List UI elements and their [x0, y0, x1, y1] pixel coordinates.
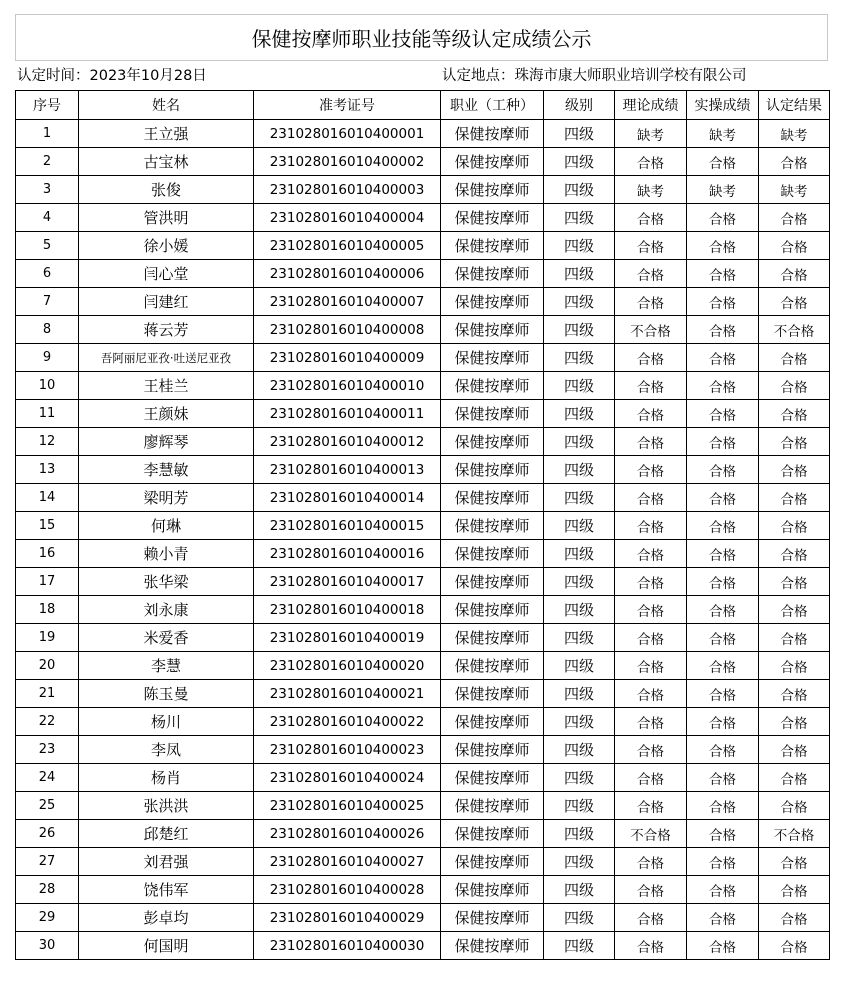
cell-occupation: 保健按摩师	[441, 316, 544, 344]
cell-result: 合格	[759, 736, 830, 764]
cell-occupation: 保健按摩师	[441, 596, 544, 624]
cell-theory-score: 不合格	[615, 316, 687, 344]
cell-ticket-number: 231028016010400029	[254, 904, 441, 932]
cell-result: 合格	[759, 652, 830, 680]
cell-practical-score: 合格	[687, 792, 759, 820]
cell-result: 合格	[759, 540, 830, 568]
cell-theory-score: 合格	[615, 596, 687, 624]
cell-name: 何琳	[79, 512, 254, 540]
cell-ticket-number: 231028016010400003	[254, 176, 441, 204]
cell-practical-score: 合格	[687, 512, 759, 540]
cell-occupation: 保健按摩师	[441, 120, 544, 148]
cell-theory-score: 合格	[615, 932, 687, 960]
cell-result: 缺考	[759, 120, 830, 148]
table-row	[16, 680, 830, 708]
table-row	[16, 624, 830, 652]
cell-result: 合格	[759, 344, 830, 372]
table-row	[16, 540, 830, 568]
table-row	[16, 820, 830, 848]
cell-result: 缺考	[759, 176, 830, 204]
cell-occupation: 保健按摩师	[441, 344, 544, 372]
cell-occupation: 保健按摩师	[441, 288, 544, 316]
cell-result: 合格	[759, 568, 830, 596]
cell-occupation: 保健按摩师	[441, 372, 544, 400]
cell-serial: 19	[16, 624, 79, 652]
cell-theory-score: 合格	[615, 708, 687, 736]
cell-level: 四级	[544, 708, 615, 736]
header-result: 认定结果	[759, 91, 830, 120]
cell-ticket-number: 231028016010400015	[254, 512, 441, 540]
cell-theory-score: 合格	[615, 400, 687, 428]
cell-ticket-number: 231028016010400028	[254, 876, 441, 904]
cell-theory-score: 合格	[615, 624, 687, 652]
cell-ticket-number: 231028016010400030	[254, 932, 441, 960]
cell-practical-score: 合格	[687, 148, 759, 176]
table-row	[16, 792, 830, 820]
cell-level: 四级	[544, 176, 615, 204]
cell-serial: 9	[16, 344, 79, 372]
cell-practical-score: 合格	[687, 288, 759, 316]
cell-practical-score: 合格	[687, 204, 759, 232]
cell-occupation: 保健按摩师	[441, 568, 544, 596]
cell-level: 四级	[544, 428, 615, 456]
cell-ticket-number: 231028016010400007	[254, 288, 441, 316]
cell-result: 合格	[759, 764, 830, 792]
cell-theory-score: 合格	[615, 288, 687, 316]
cell-level: 四级	[544, 512, 615, 540]
table-row	[16, 708, 830, 736]
cell-theory-score: 缺考	[615, 176, 687, 204]
cell-theory-score: 合格	[615, 372, 687, 400]
cell-result: 合格	[759, 260, 830, 288]
cell-occupation: 保健按摩师	[441, 400, 544, 428]
table-row	[16, 848, 830, 876]
cell-serial: 29	[16, 904, 79, 932]
cell-level: 四级	[544, 120, 615, 148]
table-row	[16, 512, 830, 540]
header-level: 级别	[544, 91, 615, 120]
cell-ticket-number: 231028016010400024	[254, 764, 441, 792]
cell-result: 合格	[759, 400, 830, 428]
table-header-row	[16, 91, 830, 120]
cell-ticket-number: 231028016010400001	[254, 120, 441, 148]
table-row	[16, 652, 830, 680]
cell-serial: 5	[16, 232, 79, 260]
cell-practical-score: 合格	[687, 344, 759, 372]
cell-result: 合格	[759, 148, 830, 176]
cell-serial: 14	[16, 484, 79, 512]
cell-ticket-number: 231028016010400006	[254, 260, 441, 288]
header-ticket-number: 准考证号	[254, 91, 441, 120]
cell-ticket-number: 231028016010400017	[254, 568, 441, 596]
header-serial: 序号	[16, 91, 79, 120]
header-theory-score: 理论成绩	[615, 91, 687, 120]
cell-ticket-number: 231028016010400004	[254, 204, 441, 232]
cell-practical-score: 缺考	[687, 120, 759, 148]
cell-level: 四级	[544, 260, 615, 288]
cell-serial: 25	[16, 792, 79, 820]
certification-location: 认定地点：珠海市康大师职业培训学校有限公司	[442, 68, 747, 84]
cell-ticket-number: 231028016010400014	[254, 484, 441, 512]
cell-theory-score: 缺考	[615, 120, 687, 148]
cell-occupation: 保健按摩师	[441, 736, 544, 764]
cell-practical-score: 合格	[687, 484, 759, 512]
cell-serial: 6	[16, 260, 79, 288]
cell-level: 四级	[544, 904, 615, 932]
cell-occupation: 保健按摩师	[441, 708, 544, 736]
cell-practical-score: 合格	[687, 624, 759, 652]
cell-practical-score: 缺考	[687, 176, 759, 204]
cell-level: 四级	[544, 484, 615, 512]
table-row	[16, 932, 830, 960]
table-row	[16, 456, 830, 484]
cell-theory-score: 合格	[615, 428, 687, 456]
cell-level: 四级	[544, 932, 615, 960]
cell-ticket-number: 231028016010400021	[254, 680, 441, 708]
cell-practical-score: 合格	[687, 680, 759, 708]
cell-serial: 15	[16, 512, 79, 540]
cell-ticket-number: 231028016010400002	[254, 148, 441, 176]
cell-practical-score: 合格	[687, 400, 759, 428]
cell-level: 四级	[544, 288, 615, 316]
cell-result: 合格	[759, 372, 830, 400]
cell-theory-score: 合格	[615, 792, 687, 820]
cell-name: 廖辉琴	[79, 428, 254, 456]
cell-level: 四级	[544, 148, 615, 176]
cell-level: 四级	[544, 764, 615, 792]
page-title: 保健按摩师职业技能等级认定成绩公示	[15, 14, 828, 61]
cell-serial: 30	[16, 932, 79, 960]
cell-occupation: 保健按摩师	[441, 904, 544, 932]
cell-theory-score: 合格	[615, 204, 687, 232]
table-row	[16, 176, 830, 204]
cell-result: 不合格	[759, 316, 830, 344]
cell-level: 四级	[544, 876, 615, 904]
cell-practical-score: 合格	[687, 372, 759, 400]
cell-result: 合格	[759, 484, 830, 512]
cell-serial: 27	[16, 848, 79, 876]
cell-practical-score: 合格	[687, 708, 759, 736]
table-row	[16, 764, 830, 792]
cell-theory-score: 合格	[615, 848, 687, 876]
table-row	[16, 568, 830, 596]
cell-level: 四级	[544, 848, 615, 876]
table-row	[16, 148, 830, 176]
cell-ticket-number: 231028016010400020	[254, 652, 441, 680]
cell-practical-score: 合格	[687, 428, 759, 456]
table-body	[16, 120, 830, 960]
cell-practical-score: 合格	[687, 904, 759, 932]
cell-occupation: 保健按摩师	[441, 232, 544, 260]
cell-serial: 17	[16, 568, 79, 596]
cell-result: 合格	[759, 512, 830, 540]
cell-occupation: 保健按摩师	[441, 820, 544, 848]
cell-theory-score: 合格	[615, 344, 687, 372]
cell-occupation: 保健按摩师	[441, 484, 544, 512]
cell-serial: 18	[16, 596, 79, 624]
cell-level: 四级	[544, 820, 615, 848]
cell-practical-score: 合格	[687, 848, 759, 876]
cell-level: 四级	[544, 232, 615, 260]
header-occupation: 职业（工种）	[441, 91, 544, 120]
table-row	[16, 876, 830, 904]
cell-serial: 4	[16, 204, 79, 232]
cell-serial: 3	[16, 176, 79, 204]
cell-ticket-number: 231028016010400025	[254, 792, 441, 820]
cell-level: 四级	[544, 568, 615, 596]
cell-name: 古宝林	[79, 148, 254, 176]
cell-result: 不合格	[759, 820, 830, 848]
cell-name: 管洪明	[79, 204, 254, 232]
cell-serial: 13	[16, 456, 79, 484]
cell-name: 米爱香	[79, 624, 254, 652]
cell-practical-score: 合格	[687, 540, 759, 568]
cell-result: 合格	[759, 792, 830, 820]
cell-name: 刘君强	[79, 848, 254, 876]
cell-practical-score: 合格	[687, 652, 759, 680]
cell-serial: 1	[16, 120, 79, 148]
cell-name: 吾阿丽尼亚孜·吐送尼亚孜	[79, 344, 254, 372]
cell-result: 合格	[759, 624, 830, 652]
table-row	[16, 484, 830, 512]
cell-name: 张俊	[79, 176, 254, 204]
cell-result: 合格	[759, 204, 830, 232]
cell-ticket-number: 231028016010400008	[254, 316, 441, 344]
cell-occupation: 保健按摩师	[441, 456, 544, 484]
cell-level: 四级	[544, 344, 615, 372]
cell-serial: 20	[16, 652, 79, 680]
cell-name: 闫心堂	[79, 260, 254, 288]
cell-level: 四级	[544, 652, 615, 680]
cell-occupation: 保健按摩师	[441, 624, 544, 652]
cell-name: 赖小青	[79, 540, 254, 568]
cell-practical-score: 合格	[687, 456, 759, 484]
cell-ticket-number: 231028016010400005	[254, 232, 441, 260]
cell-level: 四级	[544, 540, 615, 568]
cell-name: 饶伟军	[79, 876, 254, 904]
cell-practical-score: 合格	[687, 568, 759, 596]
cell-practical-score: 合格	[687, 820, 759, 848]
cell-result: 合格	[759, 232, 830, 260]
cell-practical-score: 合格	[687, 260, 759, 288]
cell-ticket-number: 231028016010400027	[254, 848, 441, 876]
cell-name: 蒋云芳	[79, 316, 254, 344]
cell-occupation: 保健按摩师	[441, 512, 544, 540]
cell-practical-score: 合格	[687, 764, 759, 792]
table-row	[16, 316, 830, 344]
cell-result: 合格	[759, 904, 830, 932]
cell-level: 四级	[544, 792, 615, 820]
cell-ticket-number: 231028016010400019	[254, 624, 441, 652]
cell-level: 四级	[544, 624, 615, 652]
cell-theory-score: 不合格	[615, 820, 687, 848]
cell-theory-score: 合格	[615, 484, 687, 512]
cell-serial: 10	[16, 372, 79, 400]
cell-practical-score: 合格	[687, 232, 759, 260]
cell-result: 合格	[759, 596, 830, 624]
cell-occupation: 保健按摩师	[441, 680, 544, 708]
cell-serial: 24	[16, 764, 79, 792]
cell-serial: 22	[16, 708, 79, 736]
cell-occupation: 保健按摩师	[441, 204, 544, 232]
cell-level: 四级	[544, 680, 615, 708]
table-row	[16, 904, 830, 932]
cell-serial: 8	[16, 316, 79, 344]
cell-occupation: 保健按摩师	[441, 148, 544, 176]
cell-serial: 23	[16, 736, 79, 764]
header-name: 姓名	[79, 91, 254, 120]
cell-name: 何国明	[79, 932, 254, 960]
cell-serial: 7	[16, 288, 79, 316]
header-practical-score: 实操成绩	[687, 91, 759, 120]
cell-level: 四级	[544, 456, 615, 484]
cell-practical-score: 合格	[687, 736, 759, 764]
cell-result: 合格	[759, 848, 830, 876]
table-row	[16, 428, 830, 456]
cell-practical-score: 合格	[687, 932, 759, 960]
cell-level: 四级	[544, 596, 615, 624]
cell-result: 合格	[759, 428, 830, 456]
cell-ticket-number: 231028016010400011	[254, 400, 441, 428]
cell-name: 杨川	[79, 708, 254, 736]
cell-name: 王桂兰	[79, 372, 254, 400]
cell-result: 合格	[759, 680, 830, 708]
table-row	[16, 232, 830, 260]
cell-name: 杨肖	[79, 764, 254, 792]
cell-ticket-number: 231028016010400022	[254, 708, 441, 736]
cell-theory-score: 合格	[615, 232, 687, 260]
cell-serial: 2	[16, 148, 79, 176]
cell-theory-score: 合格	[615, 512, 687, 540]
cell-occupation: 保健按摩师	[441, 652, 544, 680]
cell-serial: 16	[16, 540, 79, 568]
cell-occupation: 保健按摩师	[441, 540, 544, 568]
cell-name: 闫建红	[79, 288, 254, 316]
cell-name: 彭卓均	[79, 904, 254, 932]
cell-practical-score: 合格	[687, 876, 759, 904]
cell-ticket-number: 231028016010400013	[254, 456, 441, 484]
cell-theory-score: 合格	[615, 652, 687, 680]
table-row	[16, 596, 830, 624]
cell-theory-score: 合格	[615, 456, 687, 484]
cell-result: 合格	[759, 288, 830, 316]
cell-serial: 28	[16, 876, 79, 904]
cell-serial: 26	[16, 820, 79, 848]
cell-occupation: 保健按摩师	[441, 848, 544, 876]
cell-theory-score: 合格	[615, 568, 687, 596]
cell-ticket-number: 231028016010400016	[254, 540, 441, 568]
table-row	[16, 344, 830, 372]
cell-level: 四级	[544, 736, 615, 764]
cell-ticket-number: 231028016010400018	[254, 596, 441, 624]
cell-result: 合格	[759, 708, 830, 736]
cell-ticket-number: 231028016010400026	[254, 820, 441, 848]
cell-name: 张洪洪	[79, 792, 254, 820]
results-table	[15, 90, 830, 960]
table-row	[16, 260, 830, 288]
cell-theory-score: 合格	[615, 736, 687, 764]
cell-result: 合格	[759, 932, 830, 960]
table-row	[16, 400, 830, 428]
cell-theory-score: 合格	[615, 540, 687, 568]
cell-occupation: 保健按摩师	[441, 876, 544, 904]
cell-theory-score: 合格	[615, 904, 687, 932]
cell-level: 四级	[544, 204, 615, 232]
cell-theory-score: 合格	[615, 148, 687, 176]
cell-result: 合格	[759, 456, 830, 484]
table-row	[16, 736, 830, 764]
cell-occupation: 保健按摩师	[441, 764, 544, 792]
certification-date: 认定时间：2023年10月28日	[17, 68, 207, 84]
cell-practical-score: 合格	[687, 316, 759, 344]
table-row	[16, 372, 830, 400]
cell-theory-score: 合格	[615, 260, 687, 288]
cell-practical-score: 合格	[687, 596, 759, 624]
cell-theory-score: 合格	[615, 764, 687, 792]
cell-name: 李慧	[79, 652, 254, 680]
cell-name: 王立强	[79, 120, 254, 148]
cell-name: 张华梁	[79, 568, 254, 596]
cell-ticket-number: 231028016010400012	[254, 428, 441, 456]
cell-occupation: 保健按摩师	[441, 176, 544, 204]
cell-result: 合格	[759, 876, 830, 904]
cell-serial: 21	[16, 680, 79, 708]
cell-occupation: 保健按摩师	[441, 932, 544, 960]
table-row	[16, 288, 830, 316]
cell-name: 陈玉曼	[79, 680, 254, 708]
cell-occupation: 保健按摩师	[441, 428, 544, 456]
cell-name: 王颜妹	[79, 400, 254, 428]
cell-name: 刘永康	[79, 596, 254, 624]
cell-serial: 12	[16, 428, 79, 456]
table-row	[16, 120, 830, 148]
cell-serial: 11	[16, 400, 79, 428]
cell-level: 四级	[544, 372, 615, 400]
cell-name: 李凤	[79, 736, 254, 764]
table-row	[16, 204, 830, 232]
cell-occupation: 保健按摩师	[441, 792, 544, 820]
cell-ticket-number: 231028016010400023	[254, 736, 441, 764]
cell-theory-score: 合格	[615, 876, 687, 904]
cell-level: 四级	[544, 400, 615, 428]
cell-theory-score: 合格	[615, 680, 687, 708]
cell-name: 梁明芳	[79, 484, 254, 512]
cell-level: 四级	[544, 316, 615, 344]
cell-name: 邱楚红	[79, 820, 254, 848]
cell-ticket-number: 231028016010400009	[254, 344, 441, 372]
cell-name: 徐小媛	[79, 232, 254, 260]
cell-name: 李慧敏	[79, 456, 254, 484]
cell-ticket-number: 231028016010400010	[254, 372, 441, 400]
cell-occupation: 保健按摩师	[441, 260, 544, 288]
